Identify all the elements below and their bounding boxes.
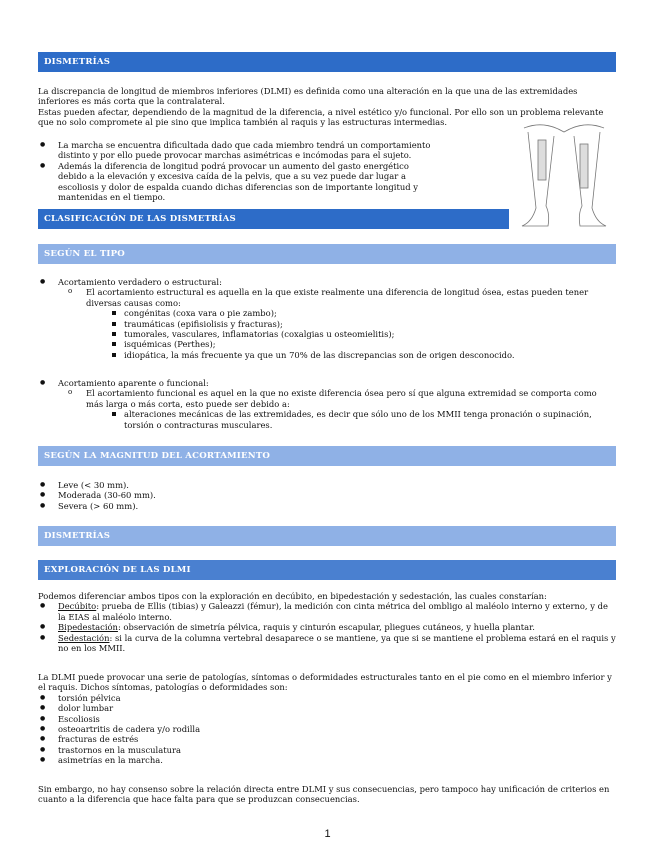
list-item bbox=[66, 287, 616, 360]
list-item: ● Severa (> 60 mm). bbox=[38, 501, 616, 511]
section-header-clasificacion: CLASIFICACIÓN DE LAS DISMETRÍAS bbox=[38, 209, 509, 229]
list-item: ● torsión pélvica bbox=[38, 693, 616, 703]
list-item: ● Además la diferencia de longitud podrá provocar un aumento del gasto energético debido a la elevación y excesiva caída de la pelvis, que a su vez puede dar lugar a escoliosis y dolor de espalda cuando dichas diferencias son de importante longitud y mantenidas en el tiempo. bbox=[38, 161, 438, 203]
final-paragraph bbox=[38, 784, 616, 805]
intro-paragraph-1: La discrepancia de longitud de miembros inferiores (DLMI) es definida como una alteración en la que una de las extremidades inferiores es más corta que la contralateral. bbox=[38, 86, 578, 107]
patologias-intro: La DLMI puede provocar una serie de patologías, síntomas o deformidades estructurales tanto en el pie como en el miembro inferior y el raquis. Dichos síntomas, patologías o deformidades son: bbox=[38, 672, 612, 693]
exploracion-intro: Podemos diferenciar ambos tipos con la exploración en decúbito, en bipedestación y sedestación, las cuales constarían: bbox=[38, 591, 547, 601]
list-item bbox=[38, 277, 616, 360]
list-item: ● dolor lumbar bbox=[38, 703, 616, 713]
list-item: ● trastornos en la musculatura bbox=[38, 745, 616, 755]
item-text: : si la curva de la columna vertebral desaparece o se mantiene, ya que si se mantiene el problema estará en el raquis y no en los MMII. bbox=[58, 632, 616, 654]
item-label: Sedestación bbox=[58, 632, 110, 643]
aparente-desc: El acortamiento funcional es aquel en la que no existe diferencia ósea pero sí que alguna extremidad se comporta como más larga o más corta, esto puede ser debido a: bbox=[86, 388, 597, 409]
list-item: ● fracturas de estrés bbox=[38, 734, 616, 744]
intro-bullets bbox=[38, 140, 438, 202]
list-item: ● La marcha se encuentra dificultada dado que cada miembro tendrá un comportamiento distinto y por ello puede provocar marchas asimétricas e incómodas para el sujeto. bbox=[38, 140, 438, 161]
list-item: ● Moderada (30-60 mm). bbox=[38, 490, 616, 500]
section-header-dismetrias: DISMETRÍAS bbox=[38, 52, 616, 72]
patologias-content bbox=[38, 672, 616, 766]
verdadero-desc: El acortamiento estructural es aquella en la que existe realmente una diferencia de longitud ósea, estas pueden tener diversas causas como: bbox=[86, 287, 589, 308]
verdadero-title: Acortamiento verdadero o estructural: bbox=[58, 277, 222, 287]
section-header-exploracion: EXPLORACIÓN DE LAS DLMI bbox=[38, 560, 616, 580]
list-item: alteraciones mecánicas de las extremidades, es decir que sólo uno de los MMII tenga pronación o supinación, torsión o contracturas musculares. bbox=[110, 409, 616, 430]
list-item: ● osteoartritis de cadera y/o rodilla bbox=[38, 724, 616, 734]
item-label: Bipedestación bbox=[58, 622, 118, 633]
list-item: congénitas (coxa vara o pie zambo); bbox=[110, 308, 616, 318]
list-item: tumorales, vasculares, inflamatorias (coxalgias u osteomielitis); bbox=[110, 329, 616, 339]
aparente-title: Acortamiento aparente o funcional: bbox=[58, 378, 209, 388]
tipo-content bbox=[38, 277, 616, 360]
list-item bbox=[38, 622, 616, 632]
aparente-content bbox=[38, 378, 616, 430]
item-text: : prueba de Ellis (tibias) y Galeazzi (fémur), la medición con cinta métrica del ombligo al maléolo interno y externo, y de la EIAS al maléolo interno. bbox=[58, 601, 608, 622]
list-item: ● asimetrías en la marcha. bbox=[38, 755, 616, 765]
list-item: isquémicas (Perthes); bbox=[110, 339, 616, 349]
section-header-segun-magnitud: SEGÚN LA MAGNITUD DEL ACORTAMIENTO bbox=[38, 446, 616, 466]
list-item bbox=[38, 633, 616, 654]
item-label: Decúbito bbox=[58, 601, 97, 612]
item-text: : observación de simetría pélvica, raquis y cinturón escapular, pliegues cutáneos, y huella plantar. bbox=[117, 622, 535, 633]
list-item bbox=[66, 388, 616, 430]
list-item: idiopática, la más frecuente ya que un 70% de las discrepancias son de origen desconocido. bbox=[110, 350, 616, 360]
list-item bbox=[38, 601, 616, 622]
page-number: 1 bbox=[324, 828, 331, 840]
list-item: ● Escoliosis bbox=[38, 714, 616, 724]
final-text: Sin embargo, no hay consenso sobre la relación directa entre DLMI y sus consecuencias, pero tampoco hay unificación de criterios en cuanto a la diferencia que hace falta para que se produzcan consecuencias. bbox=[38, 784, 610, 805]
list-item: traumáticas (epifisiolisis y fracturas); bbox=[110, 319, 616, 329]
intro-paragraph-2: Estas pueden afectar, dependiendo de la magnitud de la diferencia, a nivel estético y/o funcional. Por ello son un problema relevante que no solo compromete al pie sino que implica también al raquis y las estructuras intermedias. bbox=[38, 106, 604, 128]
list-item bbox=[38, 378, 616, 430]
section-header-segun-tipo: SEGÚN EL TIPO bbox=[38, 244, 616, 264]
section-header-dismetrias-2: DISMETRÍAS bbox=[38, 526, 616, 546]
exploracion-content bbox=[38, 591, 616, 653]
magnitud-list bbox=[38, 480, 616, 511]
legs-illustration-icon bbox=[514, 118, 614, 230]
list-item: ● Leve (< 30 mm). bbox=[38, 480, 616, 490]
